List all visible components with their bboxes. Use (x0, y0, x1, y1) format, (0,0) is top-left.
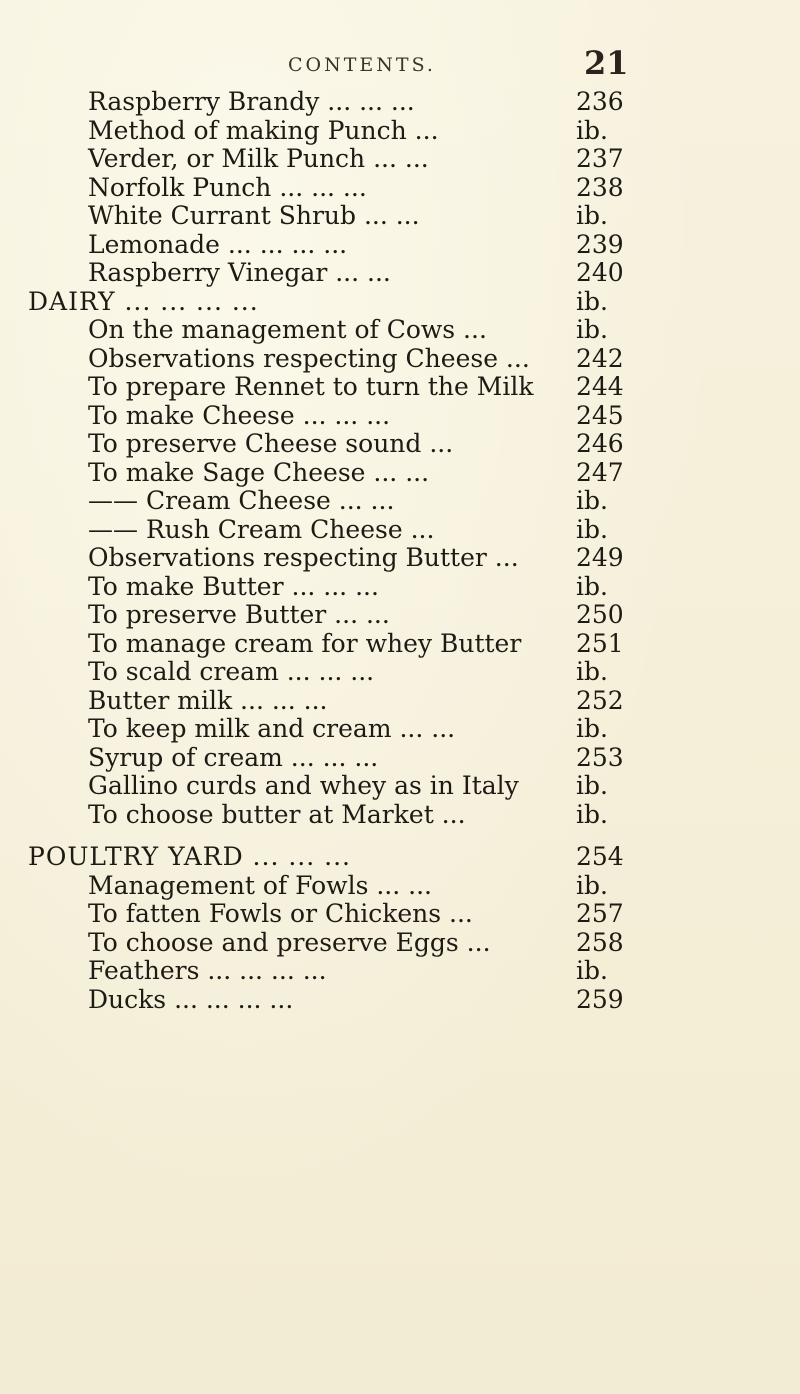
contents-entry (0, 544, 800, 573)
entry-page-number: 257 (576, 899, 624, 928)
section-heading: POULTRY YARD ... ... ... (28, 842, 351, 871)
contents-entry (0, 145, 800, 174)
contents-entry (0, 872, 800, 901)
running-title: CONTENTS. (288, 54, 436, 76)
entry-title: —— Cream Cheese ... ... (88, 486, 395, 515)
entry-title: Verder, or Milk Punch ... ... (88, 144, 429, 173)
contents-entry (0, 601, 800, 630)
entry-title: Butter milk ... ... ... (88, 685, 328, 715)
entry-page-number: 246 (576, 429, 624, 458)
entry-page-number: ib. (576, 571, 608, 601)
entry-page-number: ib. (576, 870, 608, 900)
entry-page-number: 258 (576, 927, 624, 957)
contents-entry (0, 259, 800, 288)
contents-entry (0, 573, 800, 602)
entry-page-number: 239 (576, 229, 624, 259)
entry-page-number: ib. (576, 315, 608, 344)
contents-entry (0, 202, 800, 231)
contents-entry (0, 957, 800, 986)
entry-title: Raspberry Brandy ... ... ... (88, 87, 415, 116)
section-heading: DAIRY ... ... ... ... (28, 286, 259, 316)
entry-page-number: 238 (576, 172, 624, 202)
contents-entry (0, 88, 800, 117)
entry-title: Raspberry Vinegar ... ... (88, 258, 391, 287)
entry-title: To prepare Rennet to turn the Milk (88, 372, 534, 401)
contents-entry (0, 459, 800, 488)
entry-page-number: 237 (576, 144, 624, 173)
entry-page-number: ib. (576, 486, 608, 515)
entry-page-number: 247 (576, 457, 624, 487)
entry-page-number: 254 (576, 842, 624, 871)
contents-entry (0, 402, 800, 431)
entry-title: To choose butter at Market ... (88, 799, 466, 829)
entry-page-number: 253 (576, 742, 624, 772)
contents-entry (0, 715, 800, 744)
contents-entry (0, 744, 800, 773)
entry-title: Lemonade ... ... ... ... (88, 229, 348, 259)
entry-page-number: ib. (576, 714, 608, 743)
contents-entry (0, 487, 800, 516)
entry-title: To scald cream ... ... ... (88, 657, 375, 686)
entry-page-number: 244 (576, 372, 624, 401)
entry-page-number: ib. (576, 514, 608, 544)
entry-title: Observations respecting Cheese ... (88, 343, 530, 373)
entry-page-number: ib. (576, 771, 608, 800)
contents-entry (0, 900, 800, 929)
entry-page-number: 252 (576, 685, 624, 715)
entry-page-number: ib. (576, 799, 608, 829)
contents-entry (0, 117, 800, 146)
entry-page-number: ib. (576, 201, 608, 230)
entry-title: White Currant Shrub ... ... (88, 201, 420, 230)
entry-page-number: 259 (576, 984, 624, 1014)
entry-title: Norfolk Punch ... ... ... (88, 172, 367, 202)
contents-list (0, 88, 800, 1014)
entry-title: On the management of Cows ... (88, 315, 487, 344)
entry-title: Feathers ... ... ... ... (88, 956, 327, 985)
contents-entry (0, 658, 800, 687)
entry-title: To preserve Cheese sound ... (88, 429, 454, 458)
section-heading-row (0, 288, 800, 317)
contents-entry (0, 772, 800, 801)
entry-page-number: ib. (576, 286, 608, 316)
page-number: 21 (584, 44, 629, 82)
contents-entry (0, 929, 800, 958)
entry-page-number: 250 (576, 600, 624, 629)
entry-title: Management of Fowls ... ... (88, 870, 432, 900)
contents-entry (0, 231, 800, 260)
entry-title: Ducks ... ... ... ... (88, 984, 294, 1014)
contents-entry (0, 801, 800, 830)
entry-page-number: ib. (576, 956, 608, 985)
entry-title: To make Sage Cheese ... ... (88, 457, 430, 487)
entry-page-number: 249 (576, 543, 624, 572)
entry-title: Syrup of cream ... ... ... (88, 742, 379, 772)
entry-page-number: 245 (576, 400, 624, 430)
entry-page-number: 242 (576, 343, 624, 373)
entry-title: Observations respecting Butter ... (88, 543, 519, 572)
entry-page-number: 251 (576, 628, 624, 658)
contents-entry (0, 316, 800, 345)
section-heading-row (0, 843, 800, 872)
entry-title: To fatten Fowls or Chickens ... (88, 899, 473, 928)
entry-title: To preserve Butter ... ... (88, 600, 390, 629)
entry-page-number: ib. (576, 115, 608, 145)
entry-page-number: ib. (576, 657, 608, 686)
entry-title: To manage cream for whey Butter (88, 628, 522, 658)
entry-page-number: 240 (576, 258, 624, 287)
running-head (0, 42, 800, 82)
contents-entry (0, 373, 800, 402)
entry-title: Gallino curds and whey as in Italy (88, 771, 519, 800)
entry-title: —— Rush Cream Cheese ... (88, 514, 435, 544)
entry-title: Method of making Punch ... (88, 115, 439, 145)
entry-title: To choose and preserve Eggs ... (88, 927, 491, 957)
contents-entry (0, 430, 800, 459)
entry-page-number: 236 (576, 87, 624, 116)
contents-entry (0, 630, 800, 659)
contents-entry (0, 174, 800, 203)
entry-title: To make Butter ... ... ... (88, 571, 379, 601)
contents-entry (0, 687, 800, 716)
contents-entry (0, 986, 800, 1015)
contents-entry (0, 345, 800, 374)
entry-title: To keep milk and cream ... ... (88, 714, 456, 743)
entry-title: To make Cheese ... ... ... (88, 400, 391, 430)
contents-entry (0, 516, 800, 545)
